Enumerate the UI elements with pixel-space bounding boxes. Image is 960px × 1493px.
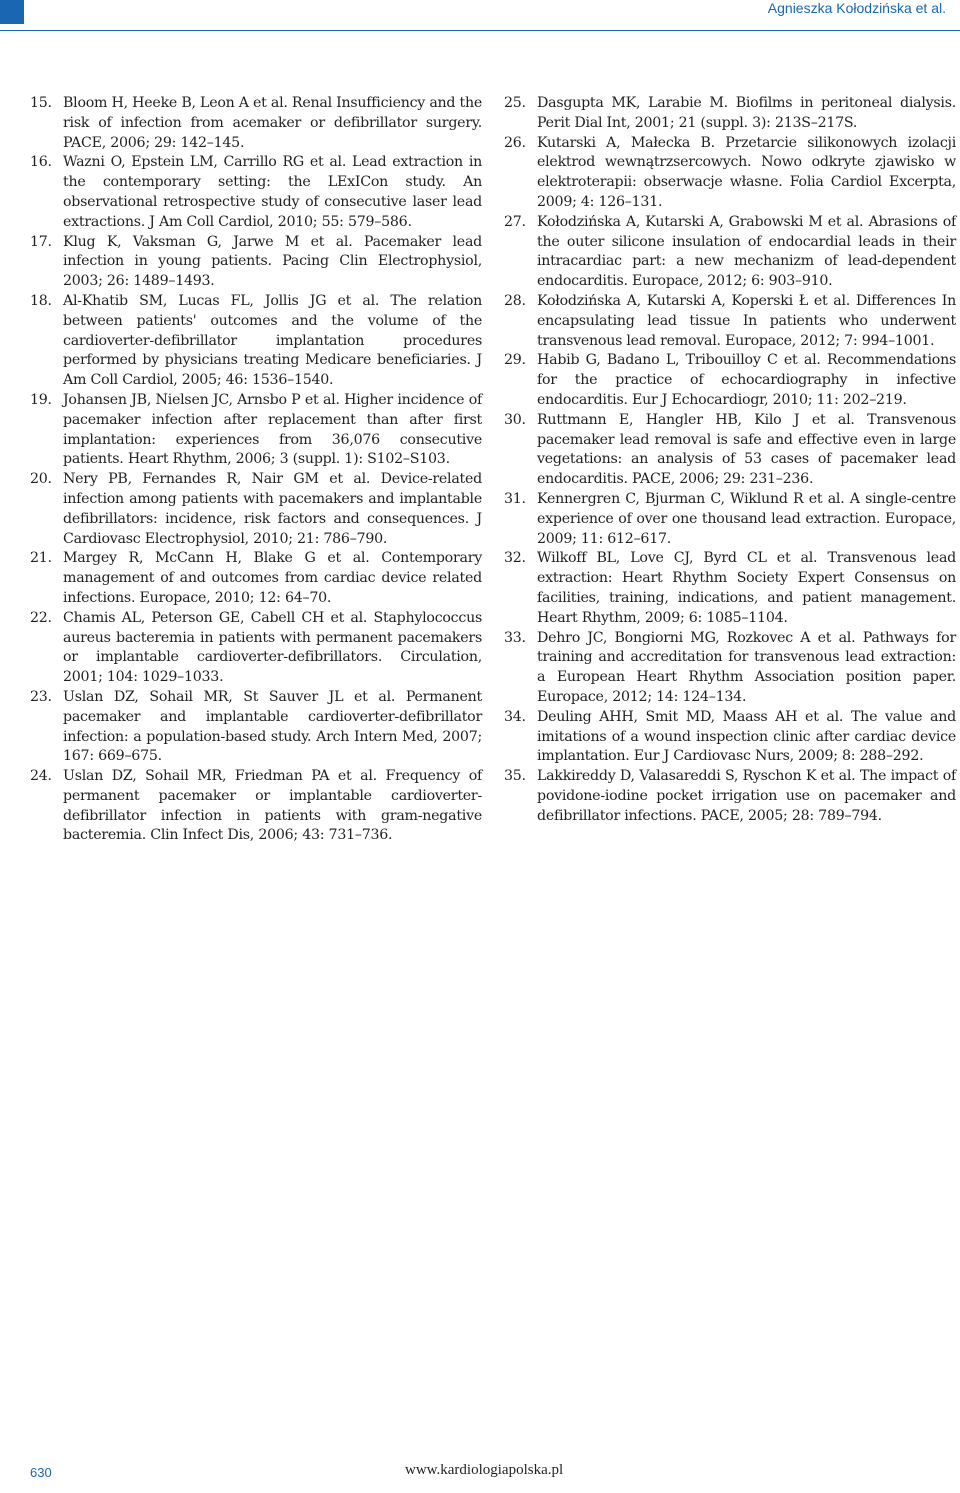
reference-text: Kołodzińska A, Kutarski A, Koperski Ł et al. Differences In encapsulating lead tissue In patients who underwent transvenous lead removal. Europace, 2012; 7: 994–1001.	[537, 292, 956, 349]
reference-text: Kołodzińska A, Kutarski A, Grabowski M et al. Abrasions of the outer silicone insulation of endocardial leads in their intracardiac part: a new mechanizm of lead-dependent endocarditis. Europace, 2012; 6: 903–910.	[537, 213, 956, 290]
reference-item	[30, 767, 482, 846]
reference-item	[30, 153, 482, 232]
reference-number: 30.	[504, 411, 526, 428]
reference-item	[504, 549, 956, 628]
reference-item	[30, 233, 482, 292]
reference-text: Deuling AHH, Smit MD, Maass AH et al. The value and imitations of a wound inspection clinic after cardiac device implantation. Eur J Cardiovasc Nurs, 2009; 8: 288–292.	[537, 708, 956, 765]
reference-number: 16.	[30, 154, 52, 171]
reference-number: 20.	[30, 471, 52, 488]
reference-item	[504, 411, 956, 490]
reference-number: 18.	[30, 292, 52, 309]
reference-number: 35.	[504, 768, 526, 785]
reference-item	[30, 292, 482, 391]
reference-item	[504, 351, 956, 410]
reference-text: Wilkoff BL, Love CJ, Byrd CL et al. Transvenous lead extraction: Heart Rhythm Society Expert Consensus on facilities, training, indications, and patient management. Heart Rhythm, 2009; 6: 1085–1104.	[537, 550, 956, 626]
reference-item	[504, 490, 956, 549]
reference-number: 31.	[504, 490, 526, 507]
reference-number: 29.	[504, 352, 526, 369]
reference-number: 33.	[504, 629, 526, 646]
reference-text: Bloom H, Heeke B, Leon A et al. Renal Insufficiency and the risk of infection from acemaker or defibrillator surgery. PACE, 2006; 29: 142–145.	[63, 95, 482, 151]
reference-item	[30, 609, 482, 688]
reference-item	[504, 767, 956, 826]
reference-number: 34.	[504, 708, 526, 725]
reference-number: 19.	[30, 391, 52, 408]
header-bar	[0, 0, 960, 31]
reference-text: Klug K, Vaksman G, Jarwe M et al. Pacemaker lead infection in young patients. Pacing Clin Electrophysiol, 2003; 26: 1489–1493.	[63, 233, 482, 290]
reference-number: 24.	[30, 768, 52, 785]
references-right-column	[504, 94, 956, 826]
reference-number: 21.	[30, 550, 52, 567]
reference-text: Uslan DZ, Sohail MR, Friedman PA et al. Frequency of permanent pacemaker or implantable cardioverter-defibrillator infection in patients with gram-negative bacteremia. Clin Infect Dis, 2006; 43: 731–736.	[63, 768, 482, 844]
reference-item	[504, 94, 956, 134]
reference-text: Margey R, McCann H, Blake G et al. Contemporary management of and outcomes from cardiac device related infections. Europace, 2010; 12: 64–70.	[63, 550, 482, 606]
reference-number: 28.	[504, 292, 526, 309]
reference-item	[504, 629, 956, 708]
reference-text: Nery PB, Fernandes R, Nair GM et al. Device-related infection among patients with pacemakers and implantable defibrillators: incidence, risk factors and consequences. J Cardiovasc Electrophysiol, 2010; 21: 786–790.	[63, 471, 482, 547]
reference-text: Kutarski A, Małecka B. Przetarcie silikonowych izolacji elektrod wewnątrzsercowych. Nowo odkryte zjawisko w elektroterapii: obserwacje własne. Folia Cardiol Excerpta, 2009; 4: 126–131.	[537, 134, 956, 210]
reference-number: 15.	[30, 95, 52, 111]
reference-text: Kennergren C, Bjurman C, Wiklund R et al. A single-centre experience of over one thousand lead extraction. Europace, 2009; 11: 612–617.	[537, 490, 956, 547]
reference-number: 25.	[504, 95, 526, 111]
reference-item	[504, 134, 956, 213]
reference-text: Chamis AL, Peterson GE, Cabell CH et al. Staphylococcus aureus bacteremia in patients with permanent pacemakers or implantable cardioverter-defibrillators. Circulation, 2001; 104: 1029–1033.	[63, 609, 482, 686]
header-blue-square	[0, 0, 24, 24]
reference-text: Lakkireddy D, Valasareddi S, Ryschon K et al. The impact of povidone-iodine pocket irrigation use on pacemaker and defibrillator infections. PACE, 2005; 28: 789–794.	[537, 768, 956, 824]
reference-text: Al-Khatib SM, Lucas FL, Jollis JG et al. The relation between patients' outcomes and the volume of the cardioverter-defibrillator implantation procedures performed by physicians treating Medicare beneficiaries. J Am Coll Cardiol, 2005; 46: 1536–1540.	[63, 292, 482, 389]
reference-text: Johansen JB, Nielsen JC, Arnsbo P et al. Higher incidence of pacemaker infection after replacement than after first implantation: experiences from 36,076 consecutive patients. Heart Rhythm, 2006; 3 (suppl. 1): S102–S103.	[63, 391, 482, 468]
reference-item	[30, 391, 482, 470]
references-left-column	[30, 94, 482, 846]
page-number: 630	[30, 1465, 52, 1480]
reference-item	[504, 213, 956, 292]
reference-number: 17.	[30, 233, 52, 250]
reference-item	[30, 549, 482, 608]
reference-item	[504, 708, 956, 767]
running-header-author: Agnieszka Kołodzińska et al.	[767, 0, 946, 16]
reference-text: Wazni O, Epstein LM, Carrillo RG et al. Lead extraction in the contemporary setting: the LExICon study. An observational retrospective study of consecutive laser lead extractions. J Am Coll Cardiol, 2010; 55: 579–586.	[63, 154, 482, 230]
reference-number: 23.	[30, 688, 52, 705]
reference-item	[30, 94, 482, 153]
reference-item	[30, 470, 482, 549]
reference-text: Dasgupta MK, Larabie M. Biofilms in peritoneal dialysis. Perit Dial Int, 2001; 21 (suppl. 3): 213S–217S.	[537, 95, 956, 131]
reference-text: Ruttmann E, Hangler HB, Kilo J et al. Transvenous pacemaker lead removal is safe and effective even in large vegetations: an analysis of 53 cases of pacemaker lead endocarditis. PACE, 2006; 29: 231–236.	[537, 411, 956, 488]
reference-item	[30, 688, 482, 767]
reference-item	[504, 292, 956, 351]
reference-number: 27.	[504, 213, 526, 230]
reference-text: Dehro JC, Bongiorni MG, Rozkovec A et al. Pathways for training and accreditation for transvenous lead extraction: a European Heart Rhythm Association position paper. Europace, 2012; 14: 124–134.	[537, 629, 956, 705]
reference-number: 22.	[30, 609, 52, 626]
reference-number: 32.	[504, 550, 526, 567]
reference-number: 26.	[504, 134, 526, 151]
journal-website: www.kardiologiapolska.pl	[405, 1462, 564, 1478]
reference-text: Habib G, Badano L, Tribouilloy C et al. Recommendations for the practice of echocardiography in infective endocarditis. Eur J Echocardiogr, 2010; 11: 202–219.	[537, 352, 956, 408]
reference-text: Uslan DZ, Sohail MR, St Sauver JL et al. Permanent pacemaker and implantable cardioverter-defibrillator infection: a population-based study. Arch Intern Med, 2007; 167: 669–675.	[63, 688, 482, 765]
